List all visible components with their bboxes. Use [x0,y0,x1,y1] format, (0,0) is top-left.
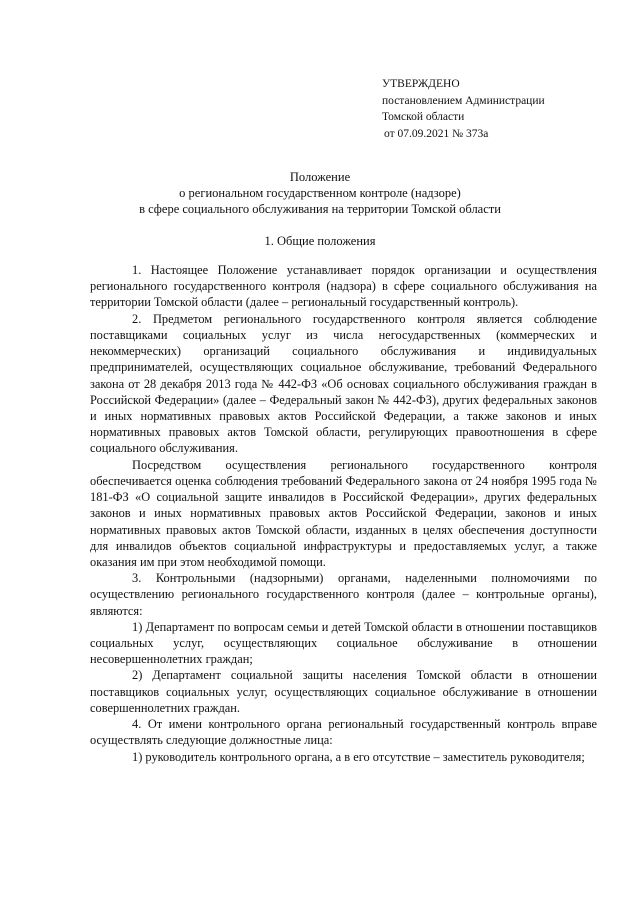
paragraph: 2. Предметом регионального государственного контроля является соблюдение поставщиками социальных услуг из числа негосударственных (коммерческих и некоммерческих) организаций социального обслуживания и индивидуальных предпринимателей, осуществляющих социальное обслуживание, требований Федерального закона от 28 декабря 2013 года № 442-ФЗ «Об основах социального обслуживания граждан в Российской Федерации» (далее – Федеральный закон № 442-ФЗ), других федеральных законов и иных нормативных правовых актов Российской Федерации, а также законов и иных нормативных правовых актов Томской области, регулирующих правоотношения в сфере социального обслуживания. [90,311,597,456]
paragraph: 2) Департамент социальной защиты населения Томской области в отношении поставщиков социальных услуг, осуществляющих социальное обслуживание в отношении совершеннолетних граждан. [90,668,597,715]
approval-line: Томской области [382,111,465,123]
section-heading: 1. Общие положения [264,234,376,248]
document-title [0,169,640,217]
document-body [90,262,597,765]
paragraph: 1) Департамент по вопросам семьи и детей Томской области в отношении поставщиков социальных услуг, осуществляющих социальное обслуживание в отношении несовершеннолетних граждан; [90,619,597,667]
approval-date: от 07.09.2021 № 373а [384,127,489,140]
paragraph: 1. Настоящее Положение устанавливает порядок организации и осуществления регионального государственного контроля (надзора) в сфере социального обслуживания на территории Томской области (далее – региональный государственный контроль). [90,263,597,310]
approval-heading: УТВЕРЖДЕНО [382,78,460,90]
approval-line: постановлением Администрации [382,94,545,107]
title-line: о региональном государственном контроле (надзоре) [179,186,461,200]
title-line: Положение [289,170,351,184]
approval-stamp [382,76,545,142]
paragraph: 1) руководитель контрольного органа, а в его отсутствие – заместитель руководителя; [132,749,585,764]
paragraph: 3. Контрольными (надзорными) органами, наделенными полномочиями по осуществлению регионального государственного контроля (далее – контрольные органы), являются: [90,571,597,618]
title-line: в сфере социального обслуживания на территории Томской области [139,202,501,216]
paragraph: Посредством осуществления регионального государственного контроля обеспечивается оценка соблюдения требований Федерального закона от 24 ноября 1995 года № 181-ФЗ «О социальной защите инвалидов в Российской Федерации», других федеральных законов и иных нормативных правовых актов Российской Федерации, законов и иных нормативных правовых актов Томской области, изданных в целях обеспечения доступности для инвалидов объектов социальной инфраструктуры и предоставляемых услуг, а также оказания им при этом необходимой помощи. [90,457,597,569]
paragraph: 4. От имени контрольного органа региональный государственный контроль вправе осуществлять следующие должностные лица: [90,717,597,748]
